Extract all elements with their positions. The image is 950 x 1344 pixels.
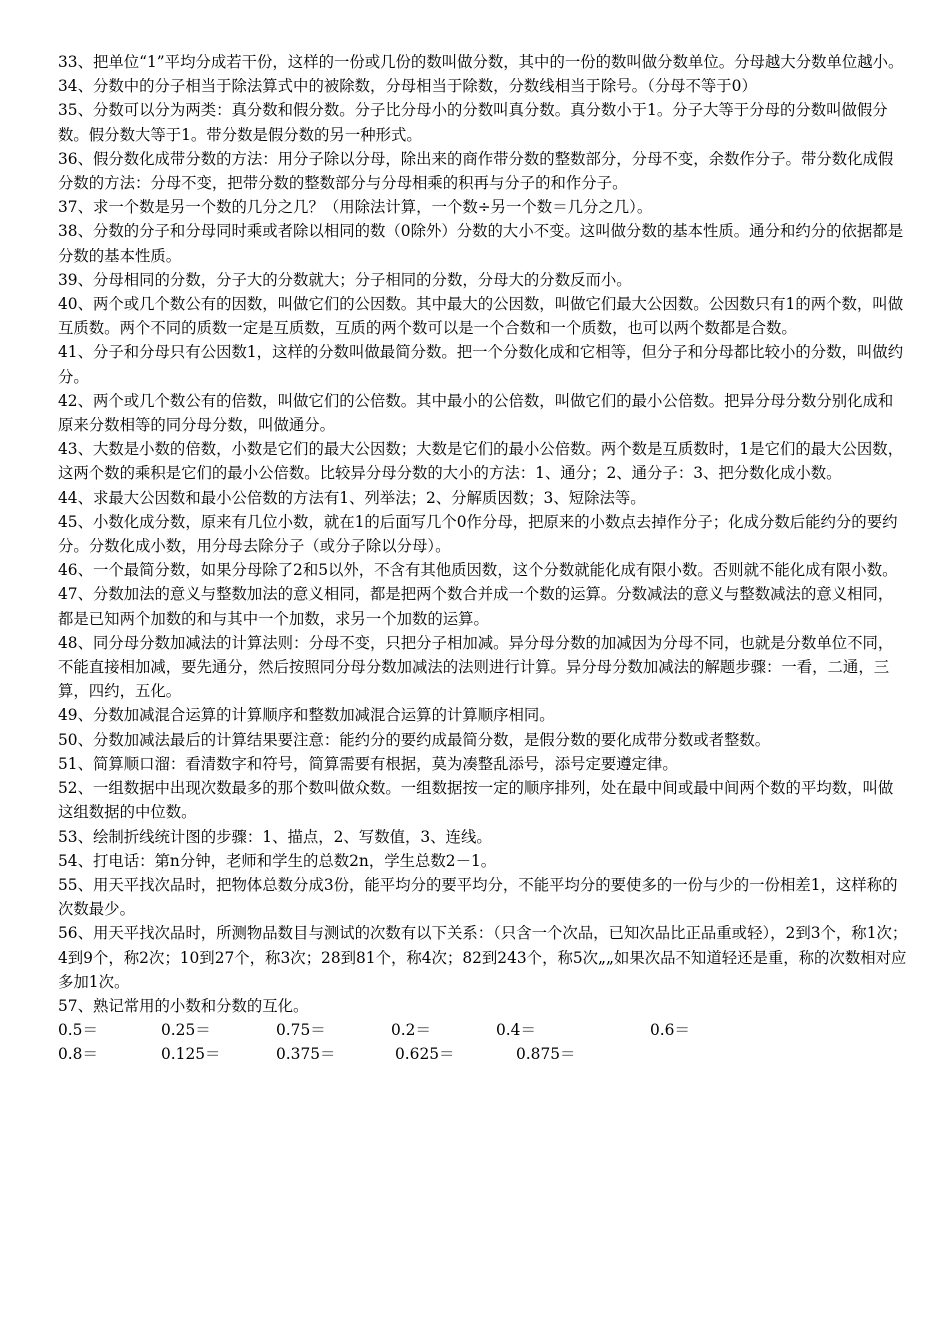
conversion-item: 0.4＝ bbox=[496, 1021, 536, 1040]
conversion-item: 0.625＝ bbox=[395, 1045, 455, 1064]
conversion-item: 0.25＝ bbox=[161, 1021, 211, 1040]
conversion-item: 0.125＝ bbox=[161, 1045, 221, 1064]
note-50: 50、分数加减法最后的计算结果要注意：能约分的要约成最简分数，是假分数的要化成带分数或者整数。 bbox=[58, 730, 771, 749]
conversion-item: 0.8＝ bbox=[58, 1045, 98, 1064]
note-38: 38、分数的分子和分母同时乘或者除以相同的数（0除外）分数的大小不变。这叫做分数的基本性质。通分和约分的依据都是分数的基本性质。 bbox=[58, 222, 904, 265]
note-45: 45、小数化成分数，原来有几位小数，就在1的后面写几个0作分母，把原来的小数点去掉作分子；化成分数后能约分的要约分。分数化成小数，用分母去除分子（或分子除以分母）。 bbox=[58, 512, 898, 556]
conversion-item: 0.2＝ bbox=[391, 1021, 431, 1040]
note-42: 42、两个或几个数公有的倍数，叫做它们的公倍数。其中最小的公倍数，叫做它们的最小公倍数。把异分母分数分别化成和原来分数相等的同分母分数，叫做通分。 bbox=[58, 391, 894, 435]
note-46: 46、一个最简分数，如果分母除了2和5以外，不含有其他质因数，这个分数就能化成有限小数。否则就不能化成有限小数。 bbox=[58, 561, 898, 580]
note-54: 54、打电话：第n分钟，老师和学生的总数2n，学生总数2－1。 bbox=[58, 851, 497, 870]
note-41: 41、分子和分母只有公因数1，这样的分数叫做最简分数。把一个分数化成和它相等，但分子和分母都比较小的分数，叫做约分。 bbox=[58, 343, 904, 386]
note-35: 35、分数可以分为两类：真分数和假分数。分子比分母小的分数叫真分数。真分数小于1。分子大等于分母的分数叫做假分数。假分数大等于1。带分数是假分数的另一种形式。 bbox=[58, 101, 888, 144]
note-36: 36、假分数化成带分数的方法：用分子除以分母，除出来的商作带分数的整数部分，分母不变，余数作分子。带分数化成假分数的方法：分母不变，把带分数的整数部分与分母相乘的积再与分子的和作分子。 bbox=[58, 149, 894, 193]
note-47: 47、分数加法的意义与整数加法的意义相同，都是把两个数合并成一个数的运算。分数减法的意义与整数减法的意义相同，都是已知两个加数的和与其中一个加数，求另一个加数的运算。 bbox=[58, 585, 894, 628]
note-37: 37、求一个数是另一个数的几分之几？（用除法计算，一个数÷另一个数＝几分之几）。 bbox=[58, 198, 653, 217]
note-48: 48、同分母分数加减法的计算法则：分母不变，只把分子相加减。异分母分数的加减因为分母不同，也就是分数单位不同，不能直接相加减，要先通分，然后按照同分母分数加减法的法则进行计算。异分母分数加减法的解题步骤：一看，二通，三算，四约，五化。 bbox=[58, 633, 894, 701]
note-34: 34、分数中的分子相当于除法算式中的被除数，分母相当于除数，分数线相当于除号。（分母不等于0） bbox=[58, 77, 757, 96]
note-49: 49、分数加减混合运算的计算顺序和整数加减混合运算的计算顺序相同。 bbox=[58, 706, 555, 725]
note-40: 40、两个或几个数公有的因数，叫做它们的公因数。其中最大的公因数，叫做它们最大公因数。公因数只有1的两个数，叫做互质数。两个不同的质数一定是互质数，互质的两个数可以是一个合数和一个质数，也可以两个数都是合数。 bbox=[58, 295, 904, 338]
note-57: 57、熟记常用的小数和分数的互化。 bbox=[58, 996, 309, 1015]
conversion-item: 0.875＝ bbox=[516, 1045, 576, 1064]
conversion-item: 0.75＝ bbox=[276, 1021, 326, 1040]
notes-body bbox=[58, 50, 908, 1067]
note-43: 43、大数是小数的倍数，小数是它们的最大公因数；大数是它们的最小公倍数。两个数是互质数时，1是它们的最大公因数，这两个数的乘积是它们的最小公倍数。比较异分母分数的大小的方法：1、通分；2、通分子：3、把分数化成小数。 bbox=[58, 440, 904, 483]
note-55: 55、用天平找次品时，把物体总数分成3份，能平均分的要平均分，不能平均分的要使多的一份与少的一份相差1，这样称的次数最少。 bbox=[58, 875, 898, 919]
conversion-row-2 bbox=[58, 1042, 908, 1066]
note-33: 33、把单位“1”平均分成若干份，这样的一份或几份的数叫做分数，其中的一份的数叫做分数单位。分母越大分数单位越小。 bbox=[58, 53, 904, 71]
note-51: 51、简算顺口溜：看清数字和符号，简算需要有根据，莫为凑整乱添号，添号定要遵定律。 bbox=[58, 754, 678, 773]
note-52: 52、一组数据中出现次数最多的那个数叫做众数。一组数据按一定的顺序排列，处在最中间或最中间两个数的平均数，叫做这组数据的中位数。 bbox=[58, 779, 894, 822]
conversion-item: 0.375＝ bbox=[276, 1045, 336, 1064]
note-39: 39、分母相同的分数，分子大的分数就大；分子相同的分数，分母大的分数反而小。 bbox=[58, 270, 632, 289]
conversion-row-1 bbox=[58, 1018, 908, 1042]
note-53: 53、绘制折线统计图的步骤：1、描点，2、写数值，3、连线。 bbox=[58, 827, 492, 846]
conversion-item: 0.6＝ bbox=[650, 1021, 690, 1040]
note-44: 44、求最大公因数和最小公倍数的方法有1、列举法；2、分解质因数；3、短除法等。 bbox=[58, 488, 646, 507]
note-56: 56、用天平找次品时，所测物品数目与测试的次数有以下关系：（只含一个次品，已知次品比正品重或轻），2到3个，称1次；4到9个，称2次；10到27个，称3次；28到81个，称4次；82到243个，称5次„„如果次品不知道轻还是重，称的次数相对应多加1次。 bbox=[58, 924, 908, 991]
conversion-item: 0.5＝ bbox=[58, 1021, 98, 1040]
